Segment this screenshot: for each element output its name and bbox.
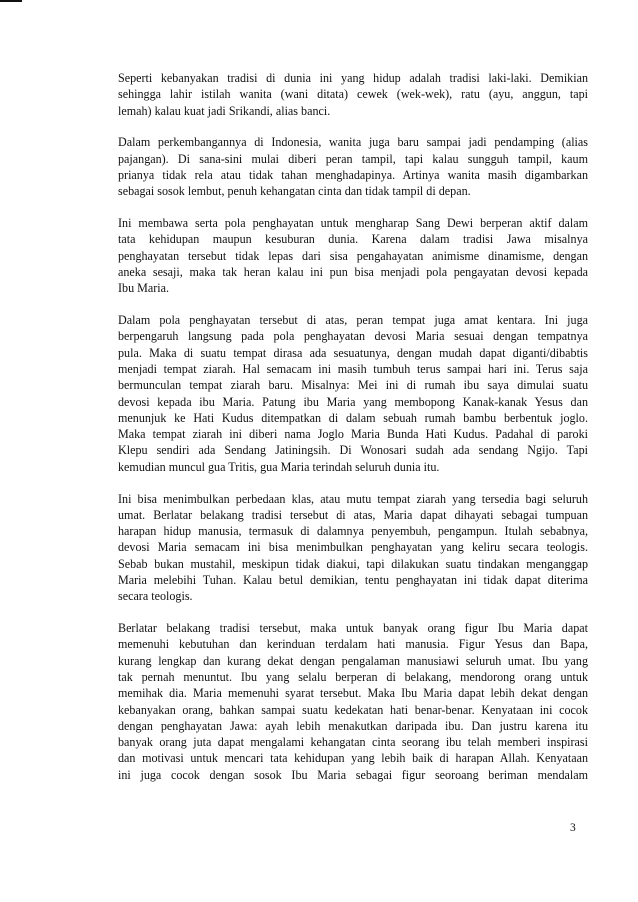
text-line: Maria melebihi Tuhan. Kalau betul demikian, tentu penghayatan ini tidak dapat diterima: [118, 573, 588, 588]
text-line: aneka sesaji, maka tak heran kalau ini pun bisa menjadi pola pengayatan devosi kepada: [118, 264, 588, 279]
paragraph-5: [118, 491, 588, 605]
text-line: tata kehidupan maupun kesuburan dunia. Karena dalam tradisi Jawa misalnya: [118, 232, 588, 247]
text-line: dengan penghayatan Jawa: ayah lebih menakutkan daripada ibu. Dan justru karena itu: [118, 718, 588, 733]
text-line: Ini bisa menimbulkan perbedaan klas, atau mutu tempat ziarah yang tersedia bagi seluruh: [118, 491, 588, 506]
text-line: Dalam perkembangannya di Indonesia, wanita juga baru sampai jadi pendamping (alias: [118, 135, 588, 150]
paragraph-3: [118, 215, 588, 296]
text-line: Sebab bukan mustahil, meskipun tidak diakui, tapi dilakukan suatu tindakan menganggap: [118, 556, 588, 571]
text-line: Klepu sendiri ada Sendang Jatiningsih. Di Wonosari sudah ada sendang Ngijo. Tapi: [118, 443, 588, 458]
scan-corner-mark: [0, 0, 22, 10]
text-line: pajangan). Di sana-sini mulai diberi peran tampil, tapi kalau sungguh tampil, kaum: [118, 151, 588, 166]
text-line: kemudian muncul gua Tritis, gua Maria terindah seluruh dunia itu.: [118, 459, 440, 474]
text-line: Ini membawa serta pola penghayatan untuk mengharap Sang Dewi berperan aktif dalam: [118, 216, 588, 231]
text-line: devosi Maria semacam ini bisa menimbulkan penghayatan yang keliru secara teologis.: [118, 540, 588, 555]
paragraph-1: [118, 70, 588, 119]
text-line: sehingga lahir istilah wanita (wani ditata) cewek (wek-wek), ratu (ayu, anggun, tapi: [118, 87, 588, 102]
text-line: berpengaruh langsung pada pola penghayatan devosi Maria sesuai dengan tempatnya: [118, 329, 588, 344]
text-line: sebagai sosok lembut, penuh kehangatan cinta dan tidak tampil di depan.: [118, 184, 471, 199]
text-line: kebanyakan orang, bahkan sampai suatu kedekatan hati benar-benar. Kenyataan ini cocok: [118, 702, 588, 717]
text-line: Berlatar belakang tradisi tersebut, maka untuk banyak orang figur Ibu Maria dapat: [118, 621, 588, 636]
text-line: memenuhi kebutuhan dan kerinduan terdalam hati manusia. Figur Yesus dan Bapa,: [118, 637, 588, 652]
paragraph-6: [118, 620, 588, 783]
text-line: memihak dia. Maria memenuhi syarat tersebut. Maka Ibu Maria dapat lebih dekat dengan: [118, 686, 588, 701]
text-line: menunjuk ke Hati Kudus ditempatkan di dalam sebuah rumah bambu berbentuk joglo.: [118, 410, 588, 425]
text-line: pula. Maka di suatu tempat dirasa ada sesuatunya, dengan mudah dapat diganti/dibabtis: [118, 345, 588, 360]
text-line: kurang lengkap dan kurang dekat dengan pengalaman manusiawi seluruh umat. Ibu yang: [118, 653, 588, 668]
text-line: Maka tempat ziarah ini diberi nama Joglo Maria Bunda Hati Kudus. Padahal di paroki: [118, 427, 588, 442]
text-line: Ibu Maria.: [118, 281, 170, 296]
paragraph-2: [118, 134, 588, 199]
paragraph-4: [118, 312, 588, 475]
text-line: secara teologis.: [118, 589, 193, 604]
text-line: dan motivasi untuk mencari tata kehidupan yang lebih baik di harapan Allah. Kenyataan: [118, 751, 588, 766]
text-line: devosi kepada ibu Maria. Patung ibu Maria yang membopong Kanak-kanak Yesus dan: [118, 394, 588, 409]
text-line: harapan hidup manusia, termasuk di dalamnya penyembuh, pengampun. Itulah sebabnya,: [118, 524, 588, 539]
text-line: Seperti kebanyakan tradisi di dunia ini yang hidup adalah tradisi laki-laki. Demikian: [118, 71, 588, 85]
text-line: banyak orang juta dapat mengalami kehangatan cinta seorang ibu telah memberi inspirasi: [118, 735, 588, 750]
text-line: penghayatan tersebut tidak lepas dari sisa pengahayatan animisme dinamisme, dengan: [118, 248, 588, 263]
text-line: prianya tidak rela atau tidak tahan menghadapinya. Artinya wanita masih digambarkan: [118, 167, 588, 182]
text-line: menjadi tempat ziarah. Hal semacam ini masih tumbuh terus sampai hari ini. Terus saja: [118, 361, 588, 376]
text-line: bermunculan tempat ziarah baru. Misalnya: Mei ini di rumah ibu saya dimulai suatu: [118, 378, 588, 393]
text-line: tak pernah menuntut. Ibu yang selalu berperan di belakang, mendorong orang untuk: [118, 670, 588, 684]
page-number: 3: [570, 822, 576, 834]
document-body: [118, 70, 588, 799]
text-line: lemah) kalau kuat jadi Srikandi, alias banci.: [118, 103, 331, 118]
text-line: umat. Berlatar belakang tradisi tersebut di atas, Maria dapat dihayati sebagai tumpuan: [118, 507, 588, 522]
text-line: ini juga cocok dengan sosok Ibu Maria sebagai figur seoroang beriman mendalam: [118, 767, 588, 782]
text-line: Dalam pola penghayatan tersebut di atas, peran tempat juga amat kentara. Ini juga: [118, 313, 588, 328]
